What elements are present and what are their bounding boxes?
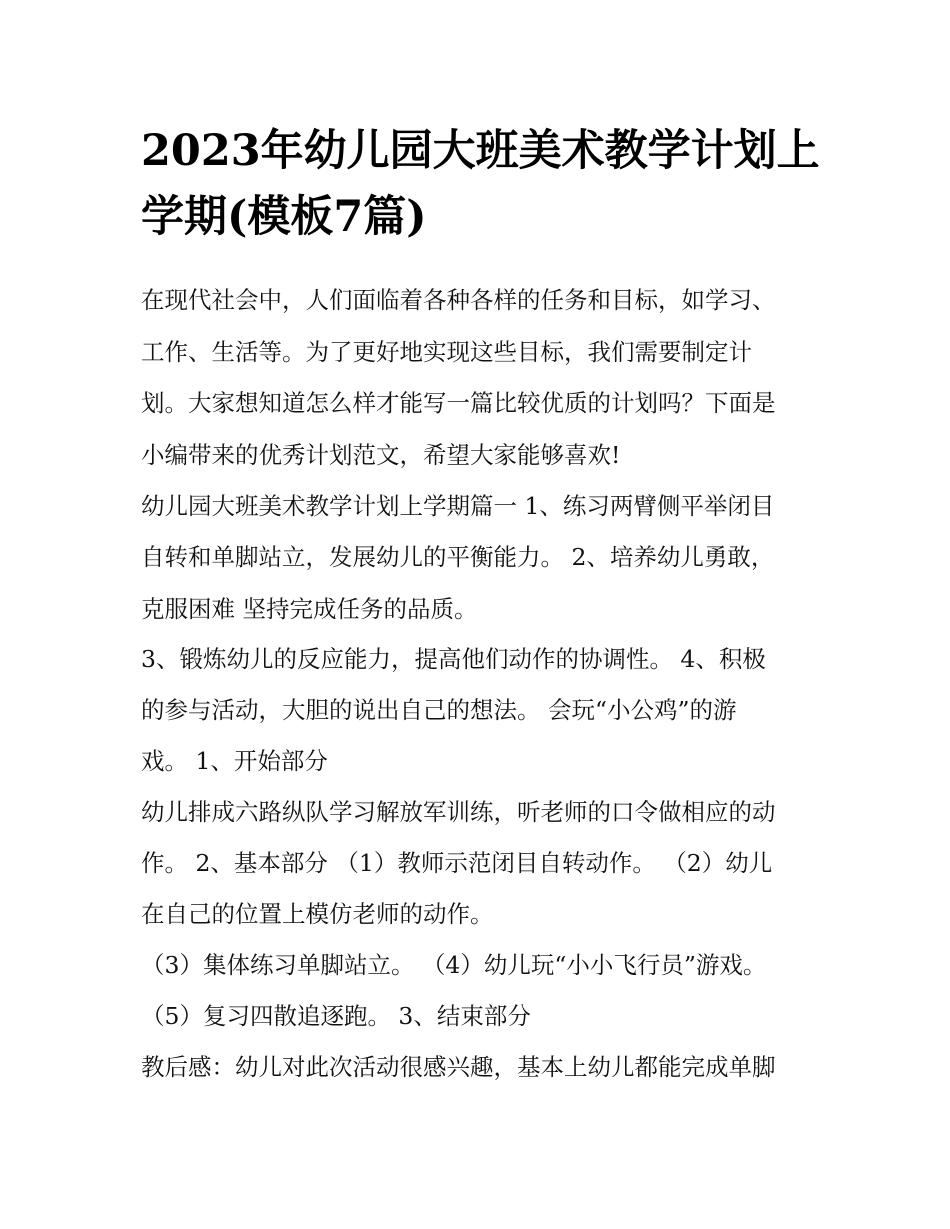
body-line: 划。大家想知道怎么样才能写一篇比较优质的计划吗？下面是 (141, 389, 776, 417)
body-line: 的参与活动，大胆的说出自己的想法。 会玩“小公鸡”的游 (141, 696, 737, 724)
body-line: 幼儿排成六路纵队学习解放军训练，听老师的口令做相应的动 (141, 798, 776, 826)
body-line: 工作、生活等。为了更好地实现这些目标，我们需要制定计 (141, 338, 752, 366)
body-line: 自转和单脚站立，发展幼儿的平衡能力。 2、培养幼儿勇敢， (141, 543, 775, 571)
body-line: 戏。 1、开始部分 (141, 747, 328, 775)
body-line: 在自己的位置上模仿老师的动作。 (141, 900, 494, 928)
body-line: 克服困难 坚持完成任务的品质。 (141, 595, 478, 623)
body-line: 作。 2、基本部分 （1）教师示范闭目自转动作。 （2）幼儿 (141, 849, 773, 877)
body-line: （3）集体练习单脚站立。 （4）幼儿玩“小小飞行员”游戏。 (141, 951, 767, 979)
body-line: 3、锻炼幼儿的反应能力，提高他们动作的协调性。 4、积极 (141, 645, 766, 673)
body-line: （5）复习四散追逐跑。 3、结束部分 (141, 1002, 531, 1030)
body-line: 在现代社会中，人们面临着各种各样的任务和目标，如学习、 (141, 286, 776, 314)
document-title: 2023年幼儿园大班美术教学计划上学期(模板7篇) (141, 126, 820, 242)
body-line: 小编带来的优秀计划范文，希望大家能够喜欢! (141, 441, 621, 469)
body-line: 教后感：幼儿对此次活动很感兴趣，基本上幼儿都能完成单脚 (141, 1053, 776, 1081)
body-line: 幼儿园大班美术教学计划上学期篇一 1、练习两臂侧平举闭目 (141, 492, 775, 520)
